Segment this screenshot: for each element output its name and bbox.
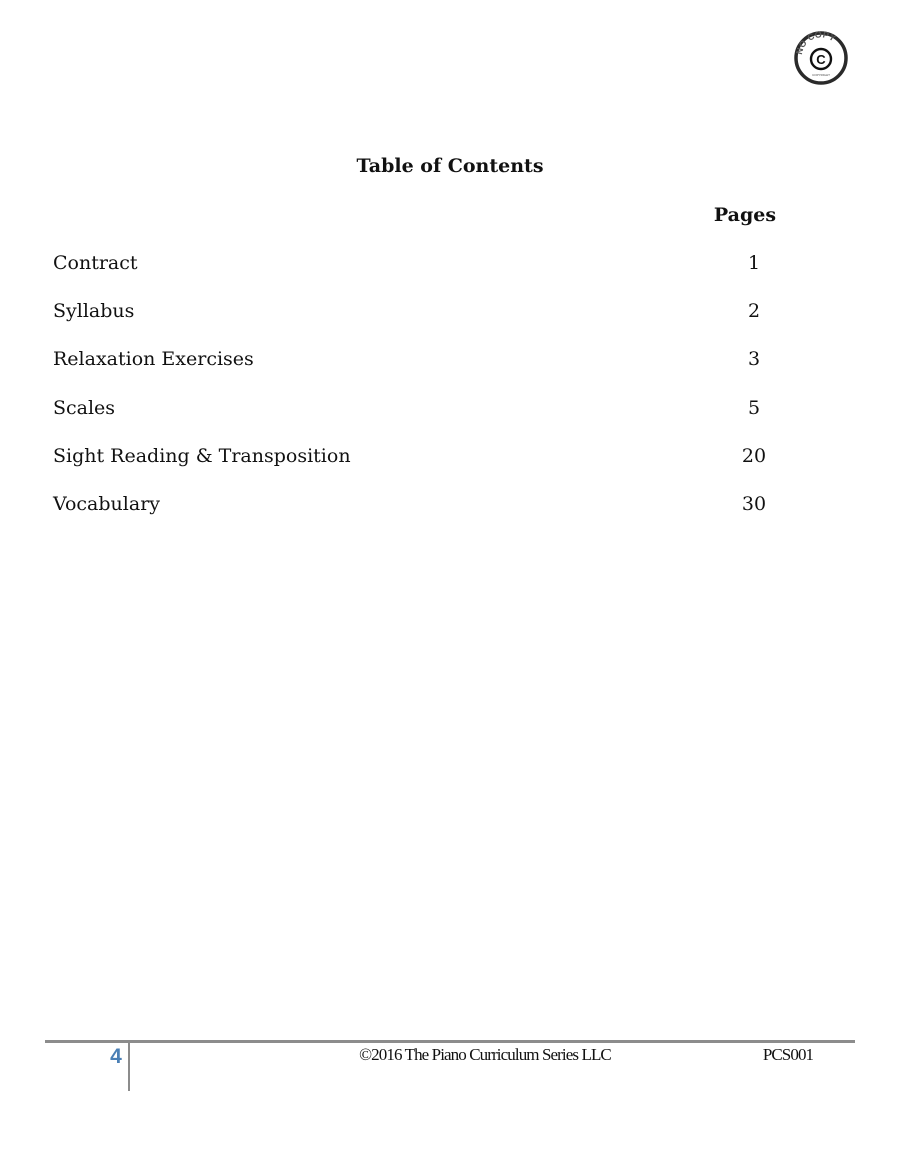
toc-entry-relaxation-exercises bbox=[53, 346, 813, 394]
no-copy-stamp-icon bbox=[792, 30, 850, 86]
svg-text:COPYRIGHT: COPYRIGHT bbox=[812, 73, 830, 77]
footer-copyright: ©2016 The Piano Curriculum Series LLC bbox=[359, 1045, 611, 1064]
toc-entry-page: 2 bbox=[747, 300, 761, 323]
toc-entry-label: Relaxation Exercises bbox=[53, 348, 254, 371]
toc-entry-page: 30 bbox=[741, 492, 767, 515]
toc-list bbox=[53, 250, 813, 539]
toc-entry-label: Scales bbox=[53, 396, 116, 419]
toc-entry-page: 5 bbox=[747, 396, 761, 419]
toc-entry-label: Sight Reading & Transposition bbox=[53, 444, 351, 467]
toc-entry-vocabulary bbox=[53, 491, 813, 539]
toc-title: Table of Contents bbox=[356, 155, 544, 177]
page-number: 4 bbox=[110, 1045, 122, 1068]
toc-entry-page: 3 bbox=[747, 348, 761, 371]
toc-entry-label: Syllabus bbox=[53, 300, 135, 323]
toc-entry-syllabus bbox=[53, 298, 813, 346]
toc-entry-scales bbox=[53, 395, 813, 443]
toc-entry-sight-reading bbox=[53, 443, 813, 491]
toc-entry-page: 1 bbox=[747, 252, 761, 274]
pages-column-header: Pages bbox=[713, 204, 777, 226]
footer-document-code: PCS001 bbox=[762, 1045, 814, 1064]
svg-text:NO COPY: NO COPY bbox=[793, 30, 838, 56]
toc-entry-contract bbox=[53, 250, 813, 298]
toc-entry-label: Contract bbox=[53, 252, 138, 274]
svg-text:C: C bbox=[816, 52, 826, 67]
toc-entry-label: Vocabulary bbox=[53, 492, 161, 515]
footer-rule bbox=[45, 1040, 855, 1043]
toc-entry-page: 20 bbox=[741, 444, 767, 467]
